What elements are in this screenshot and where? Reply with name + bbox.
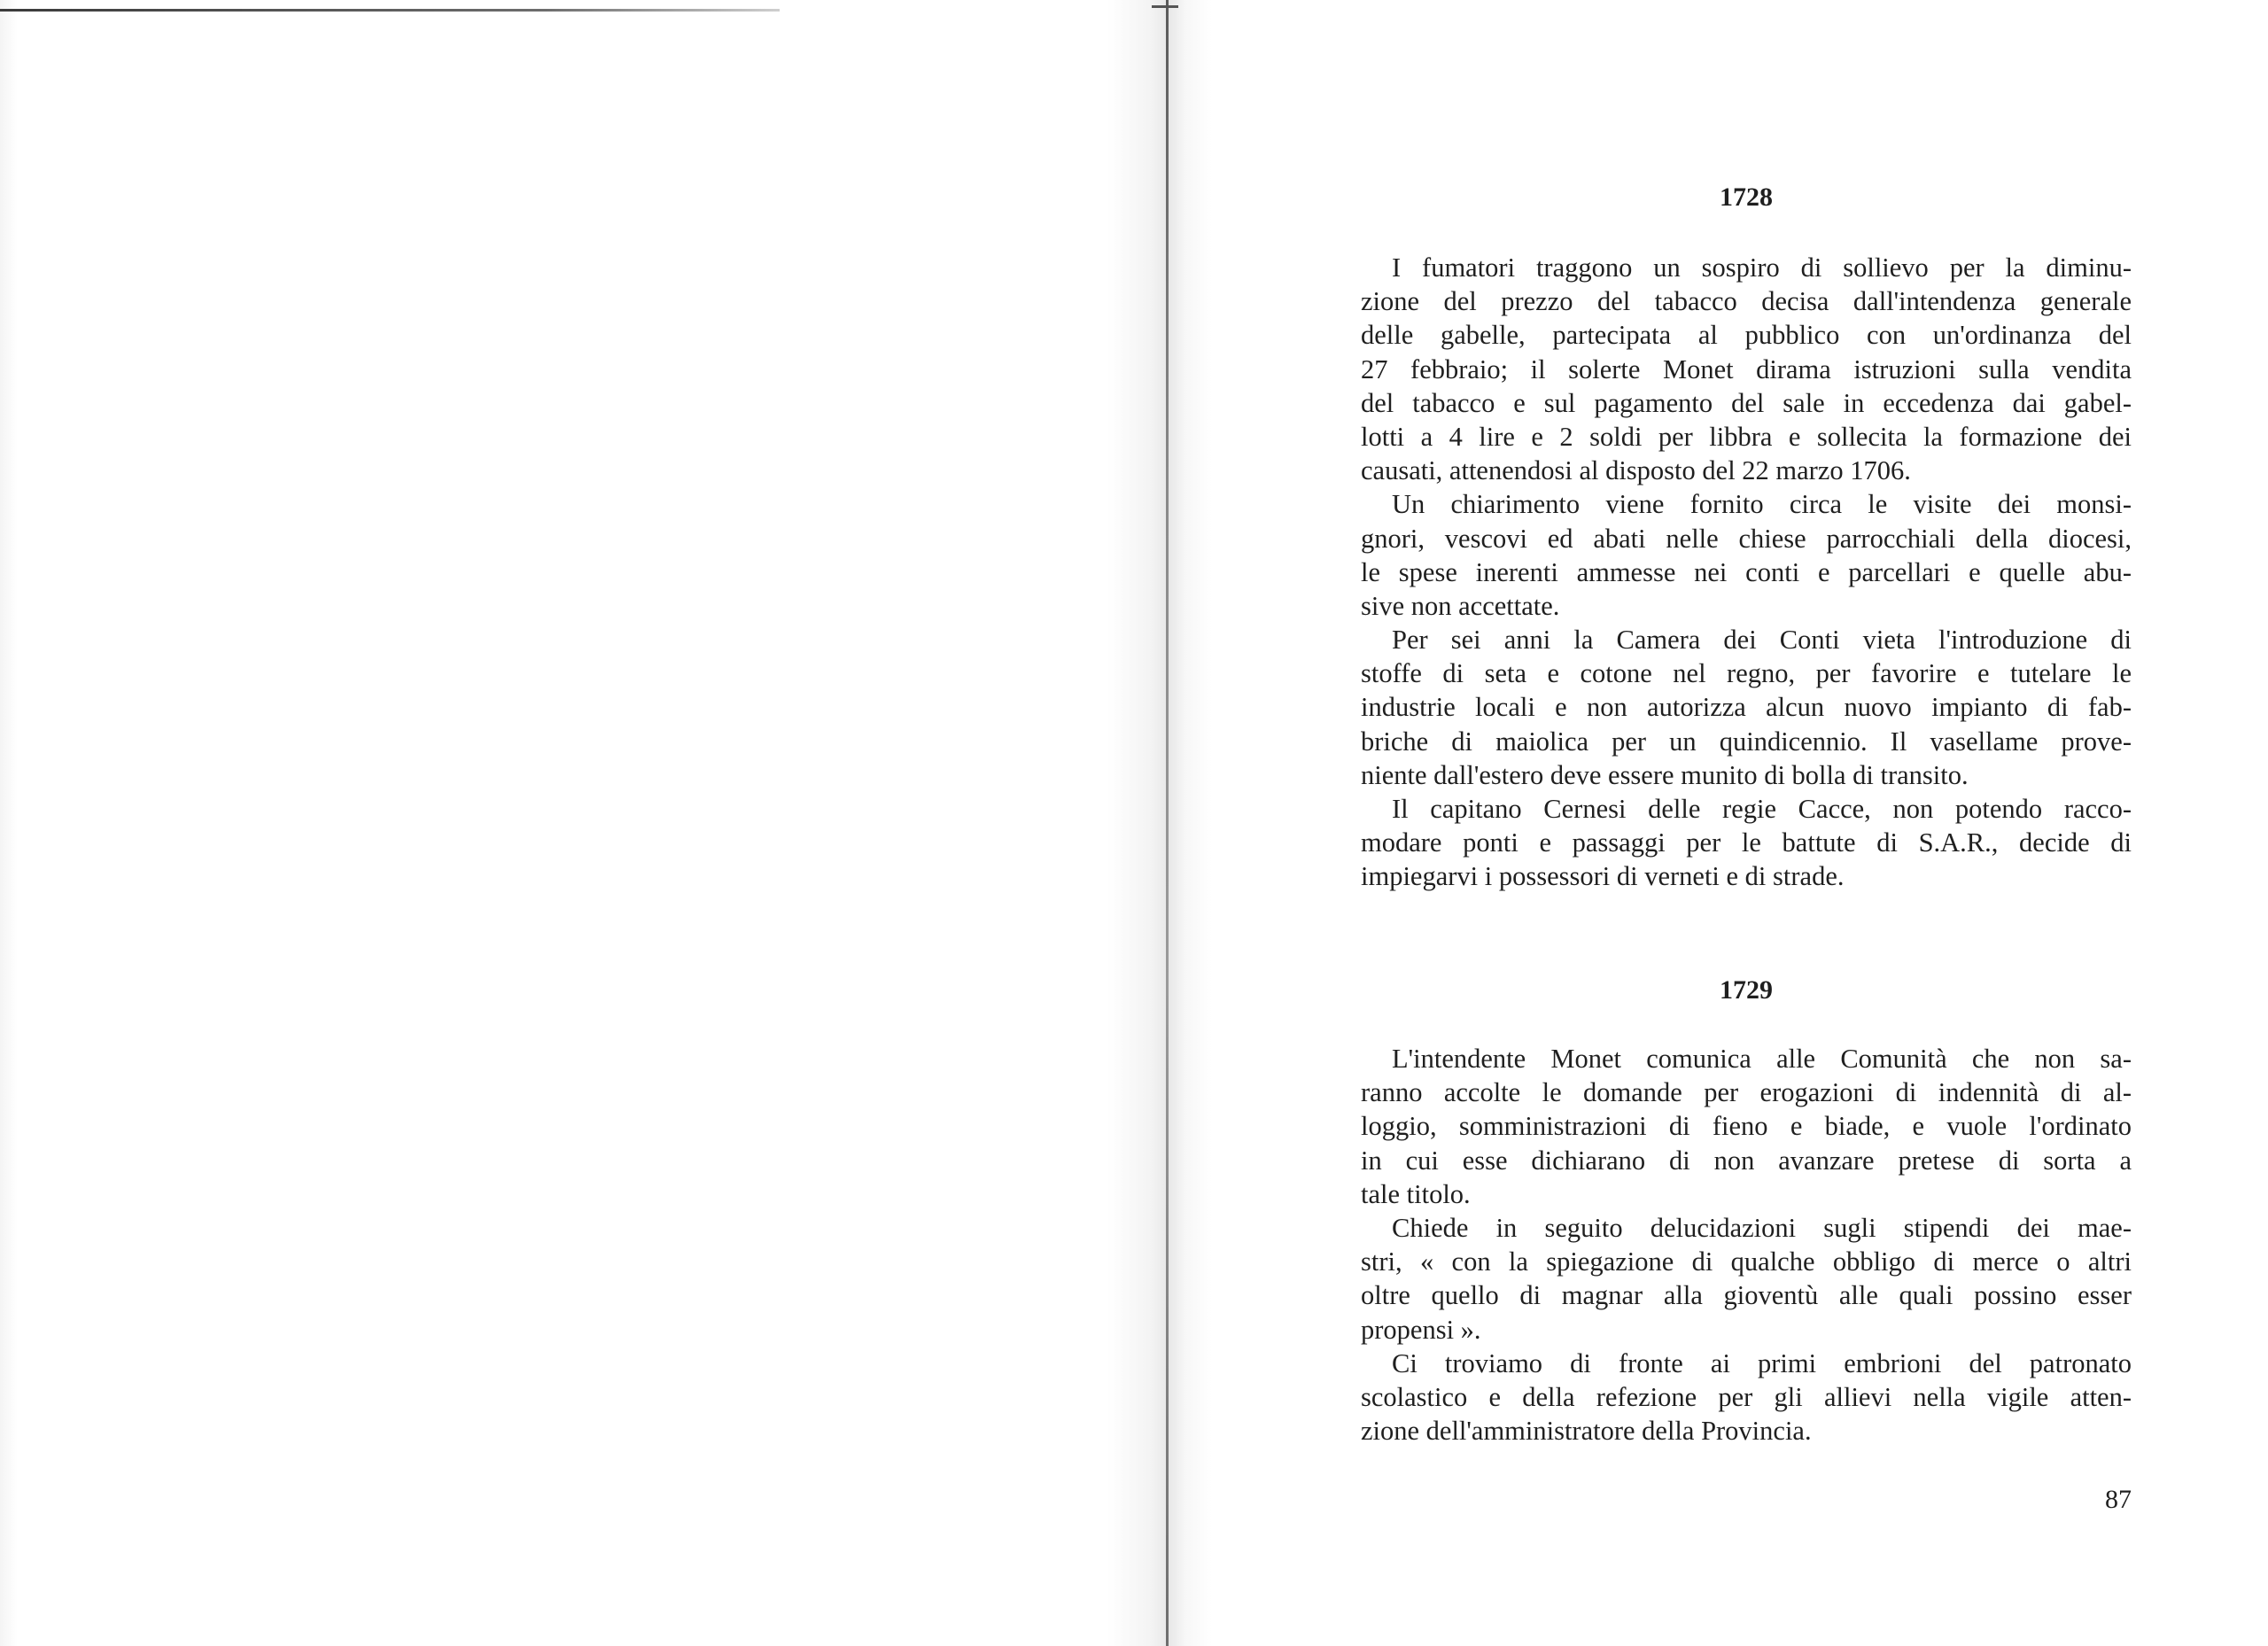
text-line: lotti a 4 lire e 2 soldi per libbra e sollecita la formazione dei: [1361, 421, 2132, 452]
text-line: stoffe di seta e cotone nel regno, per favorire e tutelare le: [1361, 658, 2132, 689]
text-line: le spese inerenti ammesse nei conti e parcellari e quelle abu-: [1361, 556, 2132, 587]
text-line: ranno accolte le domande per erogazioni di indennità di al-: [1361, 1077, 2132, 1108]
text-line: in cui esse dichiarano di non avanzare pretese di sorta a: [1361, 1145, 2132, 1176]
text-line: propensi ».: [1361, 1314, 1481, 1345]
text-line: Un chiarimento viene fornito circa le visite dei monsi-: [1392, 489, 2132, 520]
text-line: gnori, vescovi ed abati nelle chiese parrocchiali della diocesi,: [1361, 523, 2132, 554]
text-line: I fumatori traggono un sospiro di sollievo per la diminu-: [1392, 252, 2132, 283]
text-line: briche di maiolica per un quindicennio. Il vasellame prove-: [1361, 726, 2132, 757]
text-line: modare ponti e passaggi per le battute di S.A.R., decide di: [1361, 827, 2132, 858]
text-line: L'intendente Monet comunica alle Comunità che non sa-: [1392, 1044, 2132, 1074]
text-line: Chiede in seguito delucidazioni sugli stipendi dei mae-: [1392, 1212, 2132, 1243]
text-line: impiegarvi i possessori di verneti e di strade.: [1361, 861, 1845, 892]
text-line: sive non accettate.: [1361, 590, 1560, 621]
text-line: causati, attenendosi al disposto del 22 marzo 1706.: [1361, 455, 1911, 486]
text-line: industrie locali e non autorizza alcun nuovo impianto di fab-: [1361, 692, 2132, 723]
text-line: tale titolo.: [1361, 1178, 1471, 1209]
text-line: Il capitano Cernesi delle regie Cacce, non potendo racco-: [1392, 794, 2132, 824]
text-line: zione dell'amministratore della Provincia.: [1361, 1416, 1812, 1447]
text-line: oltre quello di magnar alla gioventù alle quali possino esser: [1361, 1280, 2132, 1311]
gutter-tick: [1152, 5, 1178, 8]
text-line: scolastico e della refezione per gli allievi nella vigile atten-: [1361, 1381, 2132, 1412]
text-line: loggio, somministrazioni di fieno e biade, e vuole l'ordinato: [1361, 1111, 2132, 1142]
text-line: stri, « con la spiegazione di qualche obbligo di merce o altri: [1361, 1246, 2132, 1277]
text-line: delle gabelle, partecipata al pubblico con un'ordinanza del: [1361, 320, 2132, 351]
text-line: Ci troviamo di fronte ai primi embrioni del patronato: [1392, 1347, 2132, 1378]
text-line: niente dall'estero deve essere munito di bolla di transito.: [1361, 759, 1969, 790]
text-line: 27 febbraio; il solerte Monet dirama istruzioni sulla vendita: [1361, 353, 2132, 384]
text-line: del tabacco e sul pagamento del sale in eccedenza dai gabel-: [1361, 387, 2132, 418]
section-1729-text: [1361, 1042, 2132, 1448]
year-heading-1729: 1729: [1720, 975, 1773, 1005]
gutter-line: [1166, 0, 1169, 1646]
page-number: 87: [2105, 1485, 2132, 1514]
top-edge-rule: [0, 9, 780, 12]
year-heading-1728: 1728: [1720, 182, 1773, 212]
text-line: zione del prezzo del tabacco decisa dall'intendenza generale: [1361, 286, 2132, 317]
text-line: Per sei anni la Camera dei Conti vieta l'introduzione di: [1392, 625, 2132, 656]
section-1728-text: [1361, 251, 2132, 894]
